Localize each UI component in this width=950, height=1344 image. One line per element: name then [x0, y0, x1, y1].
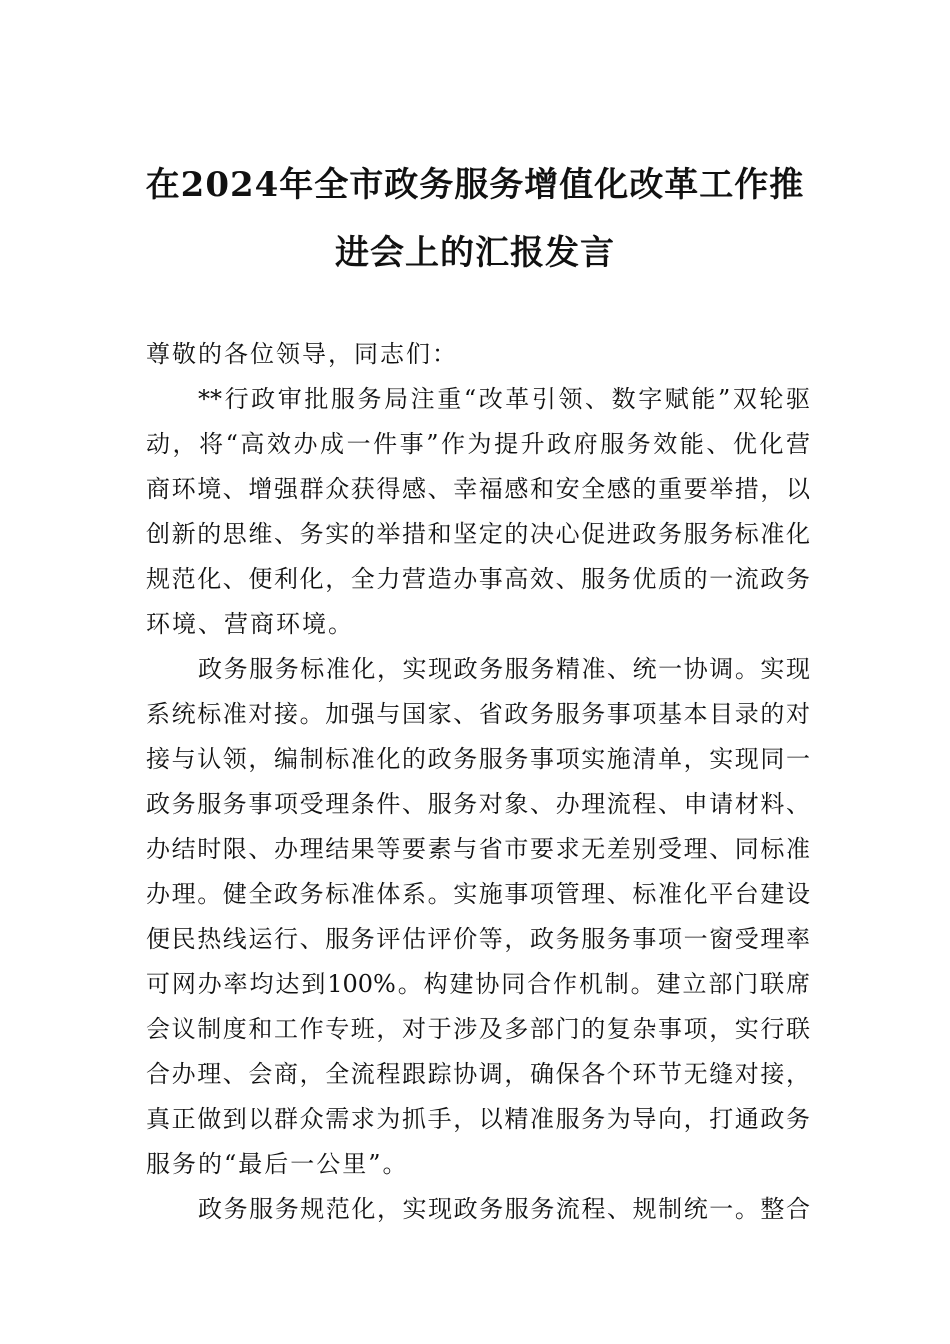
body-line: 创新的思维、务实的举措和坚定的决心促进政务服务标准化 — [146, 520, 810, 548]
body-line: 规范化、便利化，全力营造办事高效、服务优质的一流政务 — [146, 565, 810, 593]
body-line: 办结时限、办理结果等要素与省市要求无差别受理、同标准 — [146, 835, 810, 863]
body-line: 动，将“高效办成一件事”作为提升政府服务效能、优化营 — [146, 430, 810, 458]
document-title-line-2: 进会上的汇报发言 — [335, 233, 615, 273]
salutation: 尊敬的各位领导，同志们： — [146, 340, 458, 368]
document-title-line-1: 在2024年全市政务服务增值化改革工作推 — [145, 165, 805, 205]
body-line: 政务服务标准化，实现政务服务精准、统一协调。实现 — [198, 655, 810, 683]
body-line: 服务的“最后一公里”。 — [146, 1150, 409, 1178]
body-line: 接与认领，编制标准化的政务服务事项实施清单，实现同一 — [146, 745, 810, 773]
body-line: 便民热线运行、服务评估评价等，政务服务事项一窗受理率 — [146, 925, 810, 953]
body-line: 可网办率均达到100%。构建协同合作机制。建立部门联席 — [146, 970, 810, 998]
body-line: **行政审批服务局注重“改革引领、数字赋能”双轮驱 — [198, 385, 810, 413]
body-line: 会议制度和工作专班，对于涉及多部门的复杂事项，实行联 — [146, 1015, 810, 1043]
body-line: 环境、营商环境。 — [146, 610, 354, 638]
body-line: 商环境、增强群众获得感、幸福感和安全感的重要举措，以 — [146, 475, 810, 503]
body-line: 政务服务规范化，实现政务服务流程、规制统一。整合 — [198, 1195, 810, 1223]
body-line: 办理。健全政务标准体系。实施事项管理、标准化平台建设 — [146, 880, 810, 908]
body-line: 真正做到以群众需求为抓手，以精准服务为导向，打通政务 — [146, 1105, 810, 1133]
body-line: 系统标准对接。加强与国家、省政务服务事项基本目录的对 — [146, 700, 810, 728]
body-line: 政务服务事项受理条件、服务对象、办理流程、申请材料、 — [146, 790, 810, 818]
body-line: 合办理、会商，全流程跟踪协调，确保各个环节无缝对接， — [146, 1060, 810, 1088]
